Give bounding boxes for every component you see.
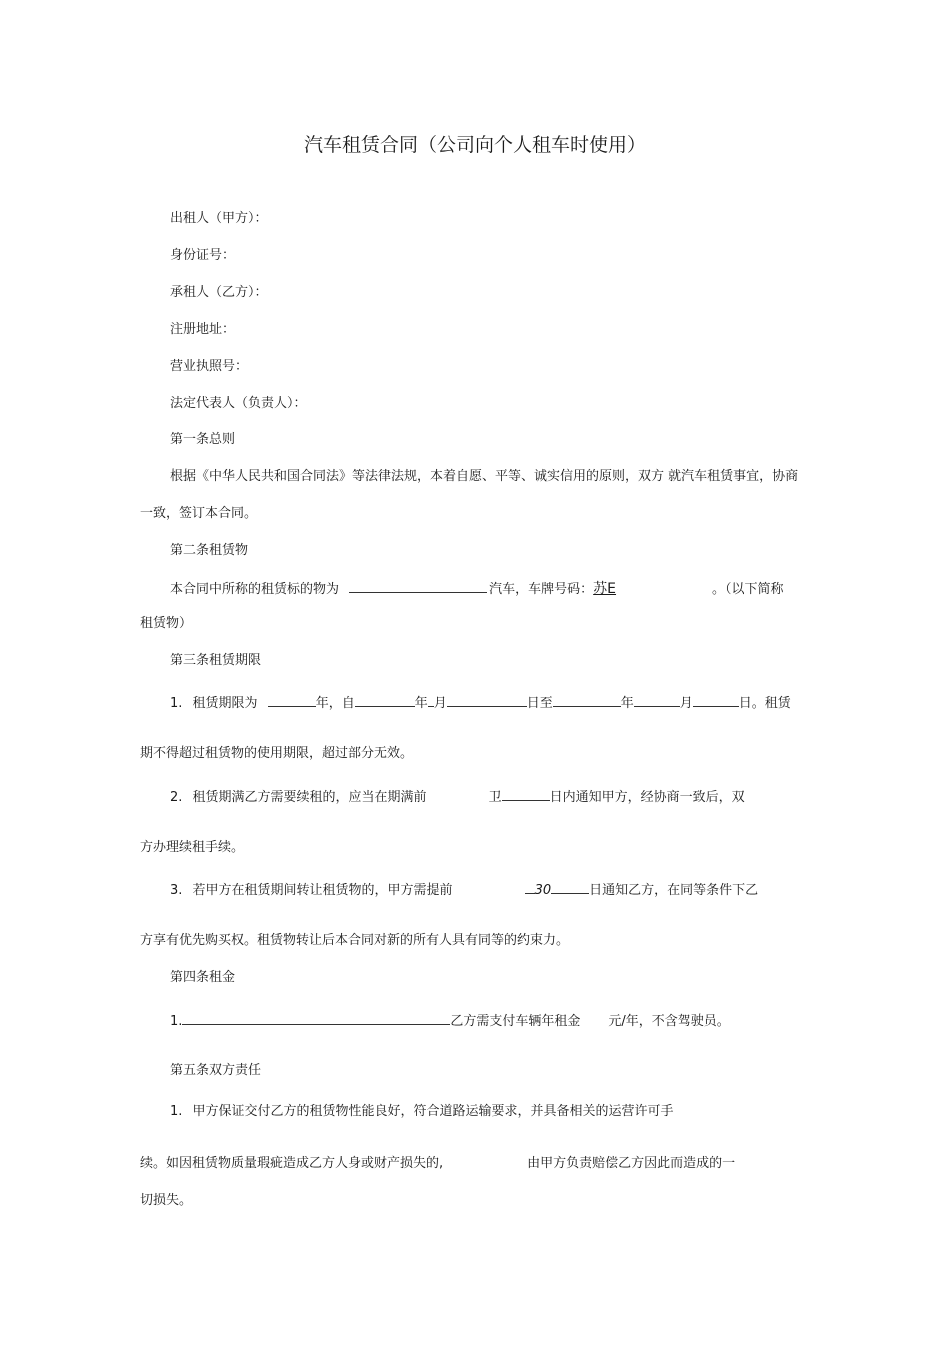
article1-paragraph: 根据《中华人民共和国合同法》等法律法规，本着自愿、平等、诚实信用的原则，双方 就汽车租赁事宜，协商 — [170, 469, 799, 484]
article3-item2 — [170, 787, 745, 806]
contract-title: 汽车租赁合同（公司向个人租车时使用） — [303, 134, 646, 156]
article2-paragraph — [170, 579, 784, 598]
article3-item2-cont: 方办理续租手续。 — [140, 840, 245, 855]
item-number: 3. — [170, 883, 183, 898]
article2-paragraph-cont: 租赁物） — [140, 616, 193, 631]
item-text: 由甲方负责赔偿乙方因此而造成的一 — [527, 1156, 736, 1171]
blank-field — [525, 880, 535, 894]
article4-item1 — [170, 1011, 730, 1030]
item-text: 月 — [433, 696, 447, 711]
item-text: 月 — [679, 696, 693, 711]
item-text: 年，自 — [315, 696, 355, 711]
article3-item3 — [170, 880, 758, 899]
article3-heading: 第三条租赁期限 — [170, 653, 262, 668]
item-text: 元/年，不含驾驶员。 — [608, 1014, 730, 1029]
item-text: 日至 — [526, 696, 553, 711]
item-number: 1. — [170, 1104, 183, 1119]
item-text: 日内通知甲方，经协商一致后，双 — [549, 790, 745, 805]
item-text: 若甲方在租赁期间转让租赁物的，甲方需提前 — [192, 883, 453, 898]
item-text: 续。如因租赁物质量瑕疵造成乙方人身或财产损失的, — [140, 1156, 444, 1171]
blank-field — [355, 693, 415, 707]
item-text: 乙方需支付车辆年租金 — [450, 1014, 581, 1029]
blank-field — [502, 787, 550, 801]
item-text: 租赁期限为 — [192, 696, 258, 711]
item-text: 租赁期满乙方需要续租的，应当在期满前 — [192, 790, 427, 805]
blank-field — [182, 1011, 450, 1025]
lessor-line: 出租人（甲方）： — [170, 211, 268, 226]
item-text: 日。租赁 — [738, 696, 791, 711]
blank-field — [349, 579, 487, 593]
license-line: 营业执照号： — [170, 359, 249, 374]
lessee-line: 承租人（乙方）： — [170, 285, 268, 300]
article2-text-b: 汽车，车牌号码： — [489, 582, 594, 597]
plate-prefix: 苏E — [593, 581, 617, 597]
article1-paragraph-cont: 一致，签订本合同。 — [140, 506, 258, 521]
blank-field — [551, 880, 589, 894]
article2-text-c: 。（以下简称 — [712, 582, 784, 597]
blank-field — [553, 693, 621, 707]
blank-field — [447, 693, 527, 707]
article2-heading: 第二条租赁物 — [170, 543, 249, 558]
article2-text-a: 本合同中所称的租赁标的物为 — [170, 582, 340, 597]
blank-field — [634, 693, 680, 707]
blank-field — [268, 693, 316, 707]
notice-days: 30 — [534, 883, 552, 898]
item-text: 甲方保证交付乙方的租赁物性能良好，符合道路运输要求，并具备相关的运营许可手 — [192, 1104, 674, 1119]
item-text: 卫 — [488, 790, 502, 805]
item-text: 年 — [620, 696, 634, 711]
article3-item1-cont: 期不得超过租赁物的使用期限，超过部分无效。 — [140, 746, 414, 761]
item-text: 日通知乙方，在同等条件下乙 — [589, 883, 759, 898]
legal-rep-line: 法定代表人（负责人）： — [170, 396, 307, 411]
article5-item1-cont2: 切损失。 — [140, 1193, 193, 1208]
address-line: 注册地址： — [170, 322, 236, 337]
id-number-line: 身份证号： — [170, 248, 236, 263]
item-number: 1. — [170, 696, 183, 711]
article5-heading: 第五条双方责任 — [170, 1063, 262, 1078]
article5-item1-cont — [140, 1156, 735, 1172]
article4-heading: 第四条租金 — [170, 970, 236, 985]
item-number: 1. — [170, 1014, 183, 1029]
article3-item3-cont: 方享有优先购买权。租赁物转让后本合同对新的所有人具有同等的约束力。 — [140, 933, 570, 948]
article1-heading: 第一条总则 — [170, 432, 236, 447]
article5-item1 — [170, 1104, 674, 1120]
item-text: 年 — [414, 696, 428, 711]
blank-field — [693, 693, 739, 707]
article3-item1 — [170, 693, 791, 712]
item-number: 2. — [170, 790, 183, 805]
